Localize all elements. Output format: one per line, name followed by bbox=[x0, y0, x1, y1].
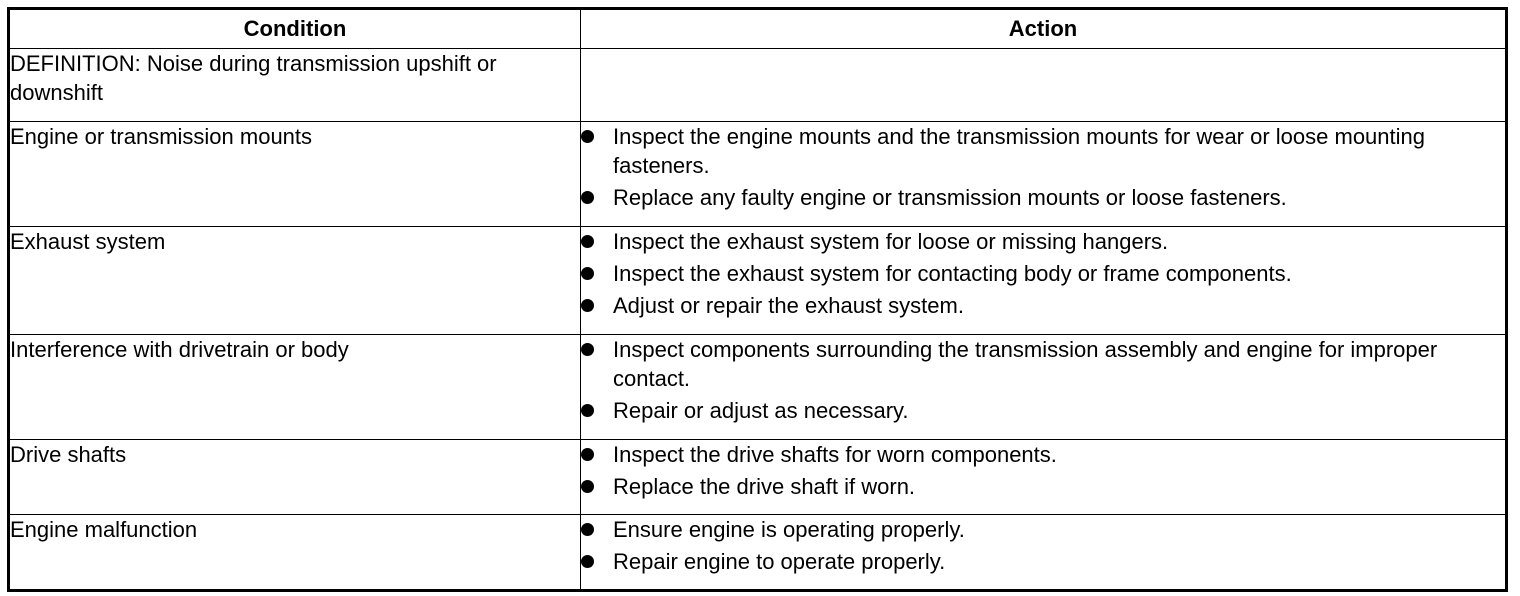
definition-row bbox=[9, 49, 1507, 122]
table-row bbox=[9, 335, 1507, 440]
condition-cell: Engine or transmission mounts bbox=[9, 122, 581, 227]
action-item: Replace the drive shaft if worn. bbox=[581, 472, 1505, 501]
table-row bbox=[9, 440, 1507, 515]
bullet-icon bbox=[581, 130, 594, 143]
bullet-icon bbox=[581, 523, 594, 536]
diagnostic-table bbox=[7, 7, 1508, 592]
bullet-icon bbox=[581, 555, 594, 568]
table-row bbox=[9, 227, 1507, 335]
table-row bbox=[9, 515, 1507, 591]
header-row bbox=[9, 9, 1507, 49]
action-item: Adjust or repair the exhaust system. bbox=[581, 291, 1505, 320]
action-item: Inspect components surrounding the transmission assembly and engine for improper contact. bbox=[581, 335, 1505, 393]
action-cell bbox=[581, 335, 1507, 440]
action-cell bbox=[581, 515, 1507, 591]
action-item: Repair engine to operate properly. bbox=[581, 547, 1505, 576]
action-list bbox=[581, 335, 1505, 425]
action-cell bbox=[581, 122, 1507, 227]
bullet-icon bbox=[581, 480, 594, 493]
bullet-icon bbox=[581, 404, 594, 417]
bullet-icon bbox=[581, 299, 594, 312]
bullet-icon bbox=[581, 448, 594, 461]
bullet-icon bbox=[581, 191, 594, 204]
action-item: Ensure engine is operating properly. bbox=[581, 515, 1505, 544]
definition-action-cell bbox=[581, 49, 1507, 122]
action-list bbox=[581, 227, 1505, 320]
action-item: Inspect the engine mounts and the transmission mounts for wear or loose mounting fasteners. bbox=[581, 122, 1505, 180]
condition-cell: Drive shafts bbox=[9, 440, 581, 515]
condition-cell: Engine malfunction bbox=[9, 515, 581, 591]
action-cell bbox=[581, 227, 1507, 335]
action-list bbox=[581, 440, 1505, 501]
header-condition: Condition bbox=[9, 9, 581, 49]
action-cell bbox=[581, 440, 1507, 515]
action-item: Inspect the exhaust system for contacting body or frame components. bbox=[581, 259, 1505, 288]
action-list bbox=[581, 515, 1505, 576]
bullet-icon bbox=[581, 267, 594, 280]
action-list bbox=[581, 122, 1505, 212]
action-item: Replace any faulty engine or transmission mounts or loose fasteners. bbox=[581, 183, 1505, 212]
table-row bbox=[9, 122, 1507, 227]
condition-cell: Exhaust system bbox=[9, 227, 581, 335]
condition-cell: Interference with drivetrain or body bbox=[9, 335, 581, 440]
definition-cell: DEFINITION: Noise during transmission upshift or downshift bbox=[9, 49, 581, 122]
header-action: Action bbox=[581, 9, 1507, 49]
action-item: Inspect the drive shafts for worn components. bbox=[581, 440, 1505, 469]
action-item: Inspect the exhaust system for loose or missing hangers. bbox=[581, 227, 1505, 256]
bullet-icon bbox=[581, 235, 594, 248]
action-item: Repair or adjust as necessary. bbox=[581, 396, 1505, 425]
bullet-icon bbox=[581, 343, 594, 356]
